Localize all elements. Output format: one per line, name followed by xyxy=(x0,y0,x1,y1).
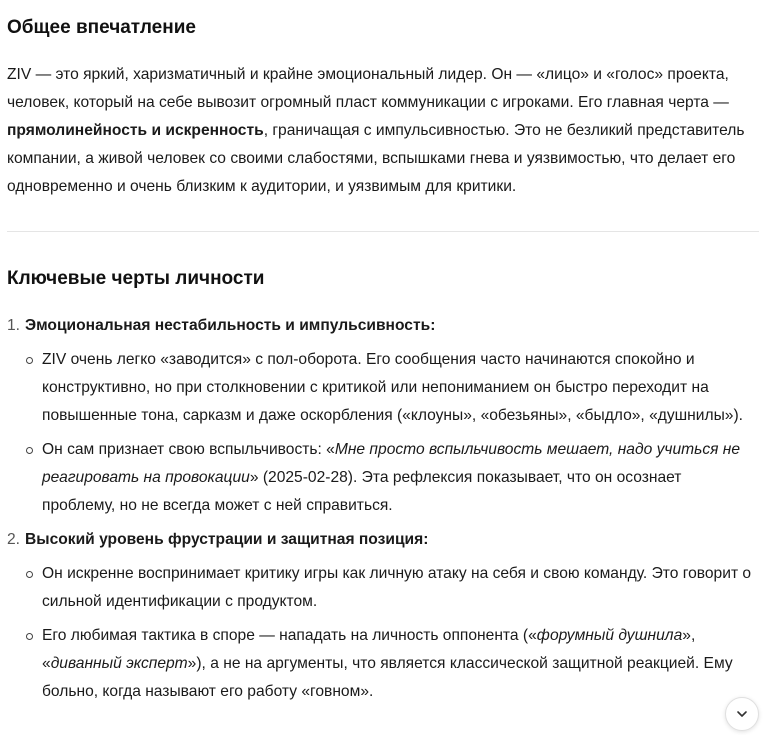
trait-item xyxy=(7,312,759,520)
quote-text: диванный эксперт xyxy=(50,655,188,672)
chevron-down-icon xyxy=(735,707,749,721)
trait-item xyxy=(7,526,759,706)
list-item xyxy=(25,560,759,616)
trait-bullets xyxy=(25,346,759,520)
section-divider xyxy=(7,231,759,232)
text-run: Его любимая тактика в споре — нападать на личность оппонента (« xyxy=(42,627,537,644)
traits-list xyxy=(7,312,759,712)
list-item xyxy=(25,346,759,430)
bold-text: прямолинейность и искренность xyxy=(7,122,264,139)
text-run: ZIV — это яркий, харизматичный и крайне эмоциональный лидер. Он — «лицо» и «голос» проекта, человек, который на себе вывозит огромный пласт коммуникации с игроками. Его главная черта — xyxy=(7,66,729,111)
text-run: »), а не на аргументы, что является классической защитной реакцией. Ему больно, когда называют его работу «говном». xyxy=(42,655,733,700)
text-run: , граничащая с импульсивностью. Это не безликий представитель компании, а живой человек со своими слабостями, вспышками гнева и уязвимостью, что делает его одновременно и очень близким к аудитории, и уязвимым для критики. xyxy=(7,122,745,195)
trait-title: Эмоциональная нестабильность и импульсивность: xyxy=(25,317,436,334)
trait-bullets xyxy=(25,560,759,706)
quote-text: Мне просто вспыльчивость мешает, надо учиться не реагировать на провокации xyxy=(42,441,741,486)
text-run: Он искренне воспринимает критику игры как личную атаку на себя и свою команду. Это говорит о сильной идентификации с продуктом. xyxy=(42,565,752,610)
section-heading-traits: Ключевые черты личности xyxy=(7,268,265,289)
section-heading-overview: Общее впечатление xyxy=(7,17,196,38)
overview-paragraph xyxy=(7,61,759,201)
text-run: », « xyxy=(42,627,696,672)
trait-number: 1. xyxy=(7,317,21,334)
quote-text: форумный душнила xyxy=(536,627,683,644)
text-run: Он сам признает свою вспыльчивость: « xyxy=(42,441,335,458)
trait-title: Высокий уровень фрустрации и защитная позиция: xyxy=(25,531,429,548)
scroll-down-button[interactable] xyxy=(725,697,759,731)
trait-number: 2. xyxy=(7,531,21,548)
text-run: ZIV очень легко «заводится» с пол-оборота. Его сообщения часто начинаются спокойно и конструктивно, но при столкновении с критикой или непониманием он быстро переходит на повышенные тона, сарказм и даже оскорбления («клоуны», «обезьяны», «быдло», «душнилы»). xyxy=(42,351,743,424)
text-run: » (2025-02-28). Эта рефлексия показывает, что он осознает проблему, но не всегда может с ней справиться. xyxy=(42,469,682,514)
list-item xyxy=(25,622,759,706)
list-item xyxy=(25,436,759,520)
